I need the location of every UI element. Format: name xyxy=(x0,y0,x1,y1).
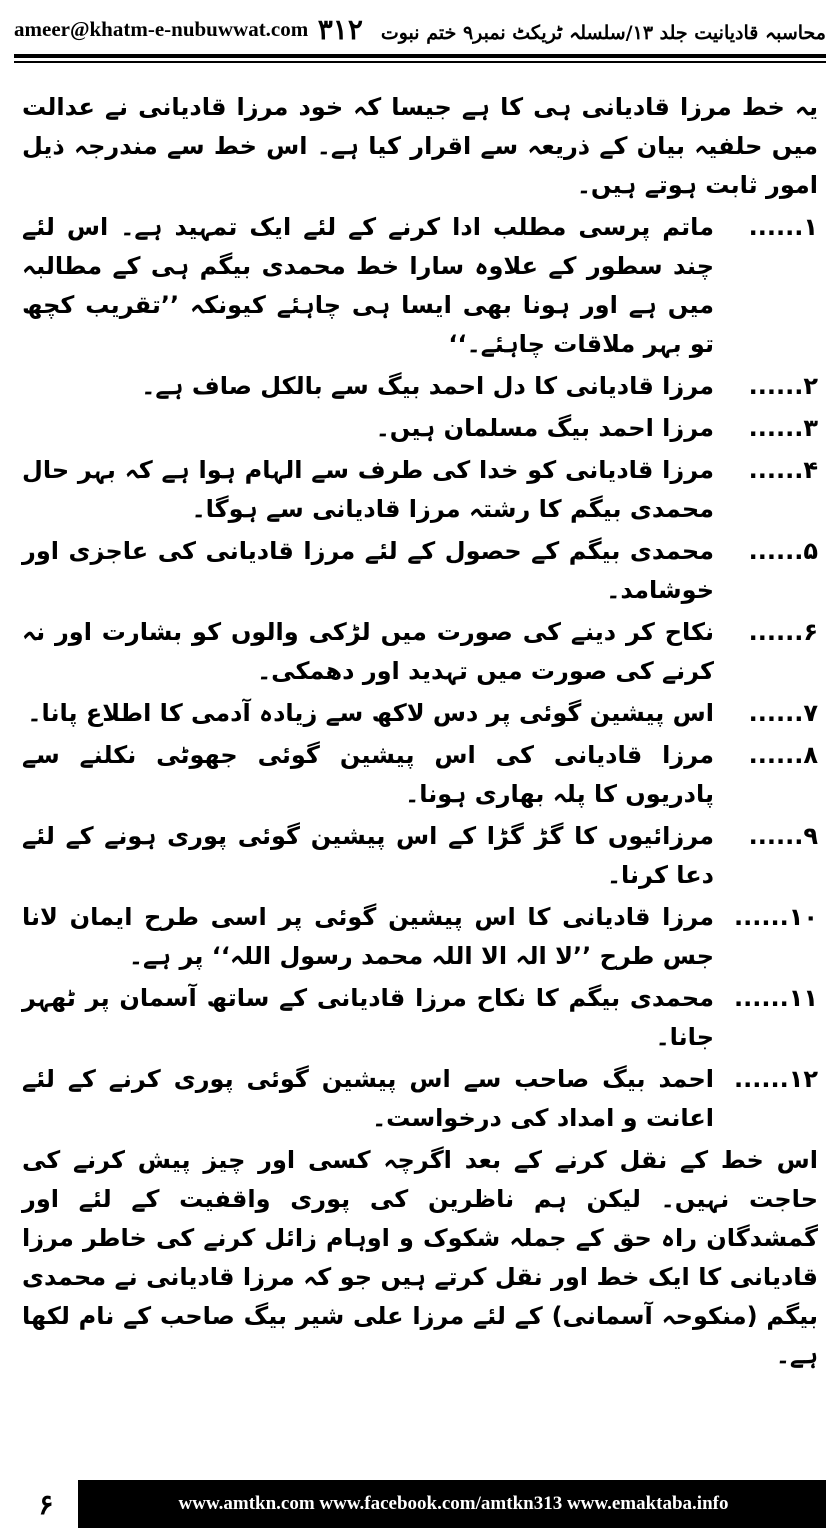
closing-paragraph: اس خط کے نقل کرنے کے بعد اگرچہ کسی اور چیز پیش کرنے کی حاجت نہیں۔ لیکن ہم ناظرین کی پوری واقفیت کے لئے اور گمشدگان راہ حق کے جملہ شکوک و اوہام زائل کرنے کی خاطر مرزا قادیانی کا ایک خط اور نقل کرتے ہیں جو کہ مرزا قادیانی نے محمدی بیگم (منکوحہ آسمانی) کے لئے مرزا علی شیر بیگ صاحب کے نام لکھا ہے۔ xyxy=(22,1146,818,1369)
list-item-number: ۱...... xyxy=(748,213,818,241)
page-body xyxy=(22,88,818,1450)
list-item-text: نکاح کر دینے کی صورت میں لڑکی والوں کو بشارت اور نہ کرنے کی صورت میں تہدید اور دھمکی۔ xyxy=(22,618,714,685)
list-item-number: ۱۲...... xyxy=(734,1065,818,1093)
page-footer xyxy=(14,1480,826,1528)
list-item xyxy=(22,898,818,976)
header-rule-thin xyxy=(14,61,826,63)
intro-paragraph: یہ خط مرزا قادیانی ہی کا ہے جیسا کہ خود مرزا قادیانی نے عدالت میں حلفیہ بیان کے ذریعہ سے اقرار کیا ہے۔ اس خط سے مندرجہ ذیل امور ثابت ہوتے ہیں۔ xyxy=(22,93,818,199)
list-item xyxy=(22,367,818,406)
list-item xyxy=(22,613,818,691)
list-item xyxy=(22,532,818,610)
list-item-number: ۷...... xyxy=(748,699,818,727)
list-item-number: ۲...... xyxy=(748,372,818,400)
list-item xyxy=(22,694,818,733)
list-item-number: ۱۰...... xyxy=(734,903,818,931)
list-item-text: محمدی بیگم کے حصول کے لئے مرزا قادیانی کی عاجزی اور خوشامد۔ xyxy=(22,537,714,604)
list-item xyxy=(22,208,818,364)
page-header xyxy=(14,12,826,46)
list-item-text: مرزا قادیانی کو خدا کی طرف سے الہام ہوا ہے کہ بہر حال محمدی بیگم کا رشتہ مرزا قادیانی سے ہوگا۔ xyxy=(22,456,714,523)
list-item-text: مرزا قادیانی کا اس پیشین گوئی پر اسی طرح ایمان لانا جس طرح ’’لا الہ الا اللہ محمد رسول اللہ‘‘ پر ہے۔ xyxy=(22,903,714,970)
list-item xyxy=(22,409,818,448)
list-item-number: ۴...... xyxy=(748,456,818,484)
list-item-number: ۱۱...... xyxy=(734,984,818,1012)
list-item-text: مرزا قادیانی کی اس پیشین گوئی جھوٹی نکلنے سے پادریوں کا پلہ بھاری ہونا۔ xyxy=(22,741,714,808)
list-item xyxy=(22,736,818,814)
footer-links: www.amtkn.com www.facebook.com/amtkn313 www.emaktaba.info xyxy=(178,1493,729,1514)
list-item-number: ۵...... xyxy=(748,537,818,565)
list-item-text: ماتم پرسی مطلب ادا کرنے کے لئے ایک تمہید ہے۔ اس لئے چند سطور کے علاوہ سارا خط محمدی بیگم ہی کے مطالبہ میں ہے اور ہونا بھی ایسا ہی چاہئے کیونکہ ’’تقریب کچھ تو بہر ملاقات چاہئے۔‘‘ xyxy=(22,213,714,358)
header-email: ameer@khatm-e-nubuwwat.com xyxy=(14,16,309,41)
header-book-title: محاسبہ قادیانیت جلد ۱۳/سلسلہ ٹریکٹ نمبر۹ ختم نبوت xyxy=(380,21,826,44)
list-item-text: مرزا احمد بیگ مسلمان ہیں۔ xyxy=(375,414,714,442)
header-rule-thick xyxy=(14,54,826,58)
list-item-number: ۶...... xyxy=(748,618,818,646)
list-item-text: احمد بیگ صاحب سے اس پیشین گوئی پوری کرنے کے لئے اعانت و امداد کی درخواست۔ xyxy=(22,1065,714,1132)
header-page-number: ۳۱۲ xyxy=(317,12,363,46)
list-item xyxy=(22,1060,818,1138)
list-item-number: ۸...... xyxy=(748,741,818,769)
header-title-group xyxy=(318,13,826,46)
footer-page-marker: ۶ xyxy=(14,1480,81,1528)
list-item-number: ۹...... xyxy=(748,822,818,850)
list-item xyxy=(22,817,818,895)
list-item-number: ۳...... xyxy=(748,414,818,442)
list-item-text: مرزا قادیانی کا دل احمد بیگ سے بالکل صاف ہے۔ xyxy=(141,372,714,400)
list-item-text: اس پیشین گوئی پر دس لاکھ سے زیادہ آدمی کا اطلاع پانا۔ xyxy=(27,699,714,727)
list-item-text: مرزائیوں کا گڑ گڑا کے اس پیشین گوئی پوری ہونے کے لئے دعا کرنا۔ xyxy=(22,822,714,889)
items-list xyxy=(22,208,818,1138)
list-item xyxy=(22,979,818,1057)
list-item xyxy=(22,451,818,529)
list-item-text: محمدی بیگم کا نکاح مرزا قادیانی کے ساتھ آسمان پر ٹھہر جانا۔ xyxy=(22,984,714,1051)
